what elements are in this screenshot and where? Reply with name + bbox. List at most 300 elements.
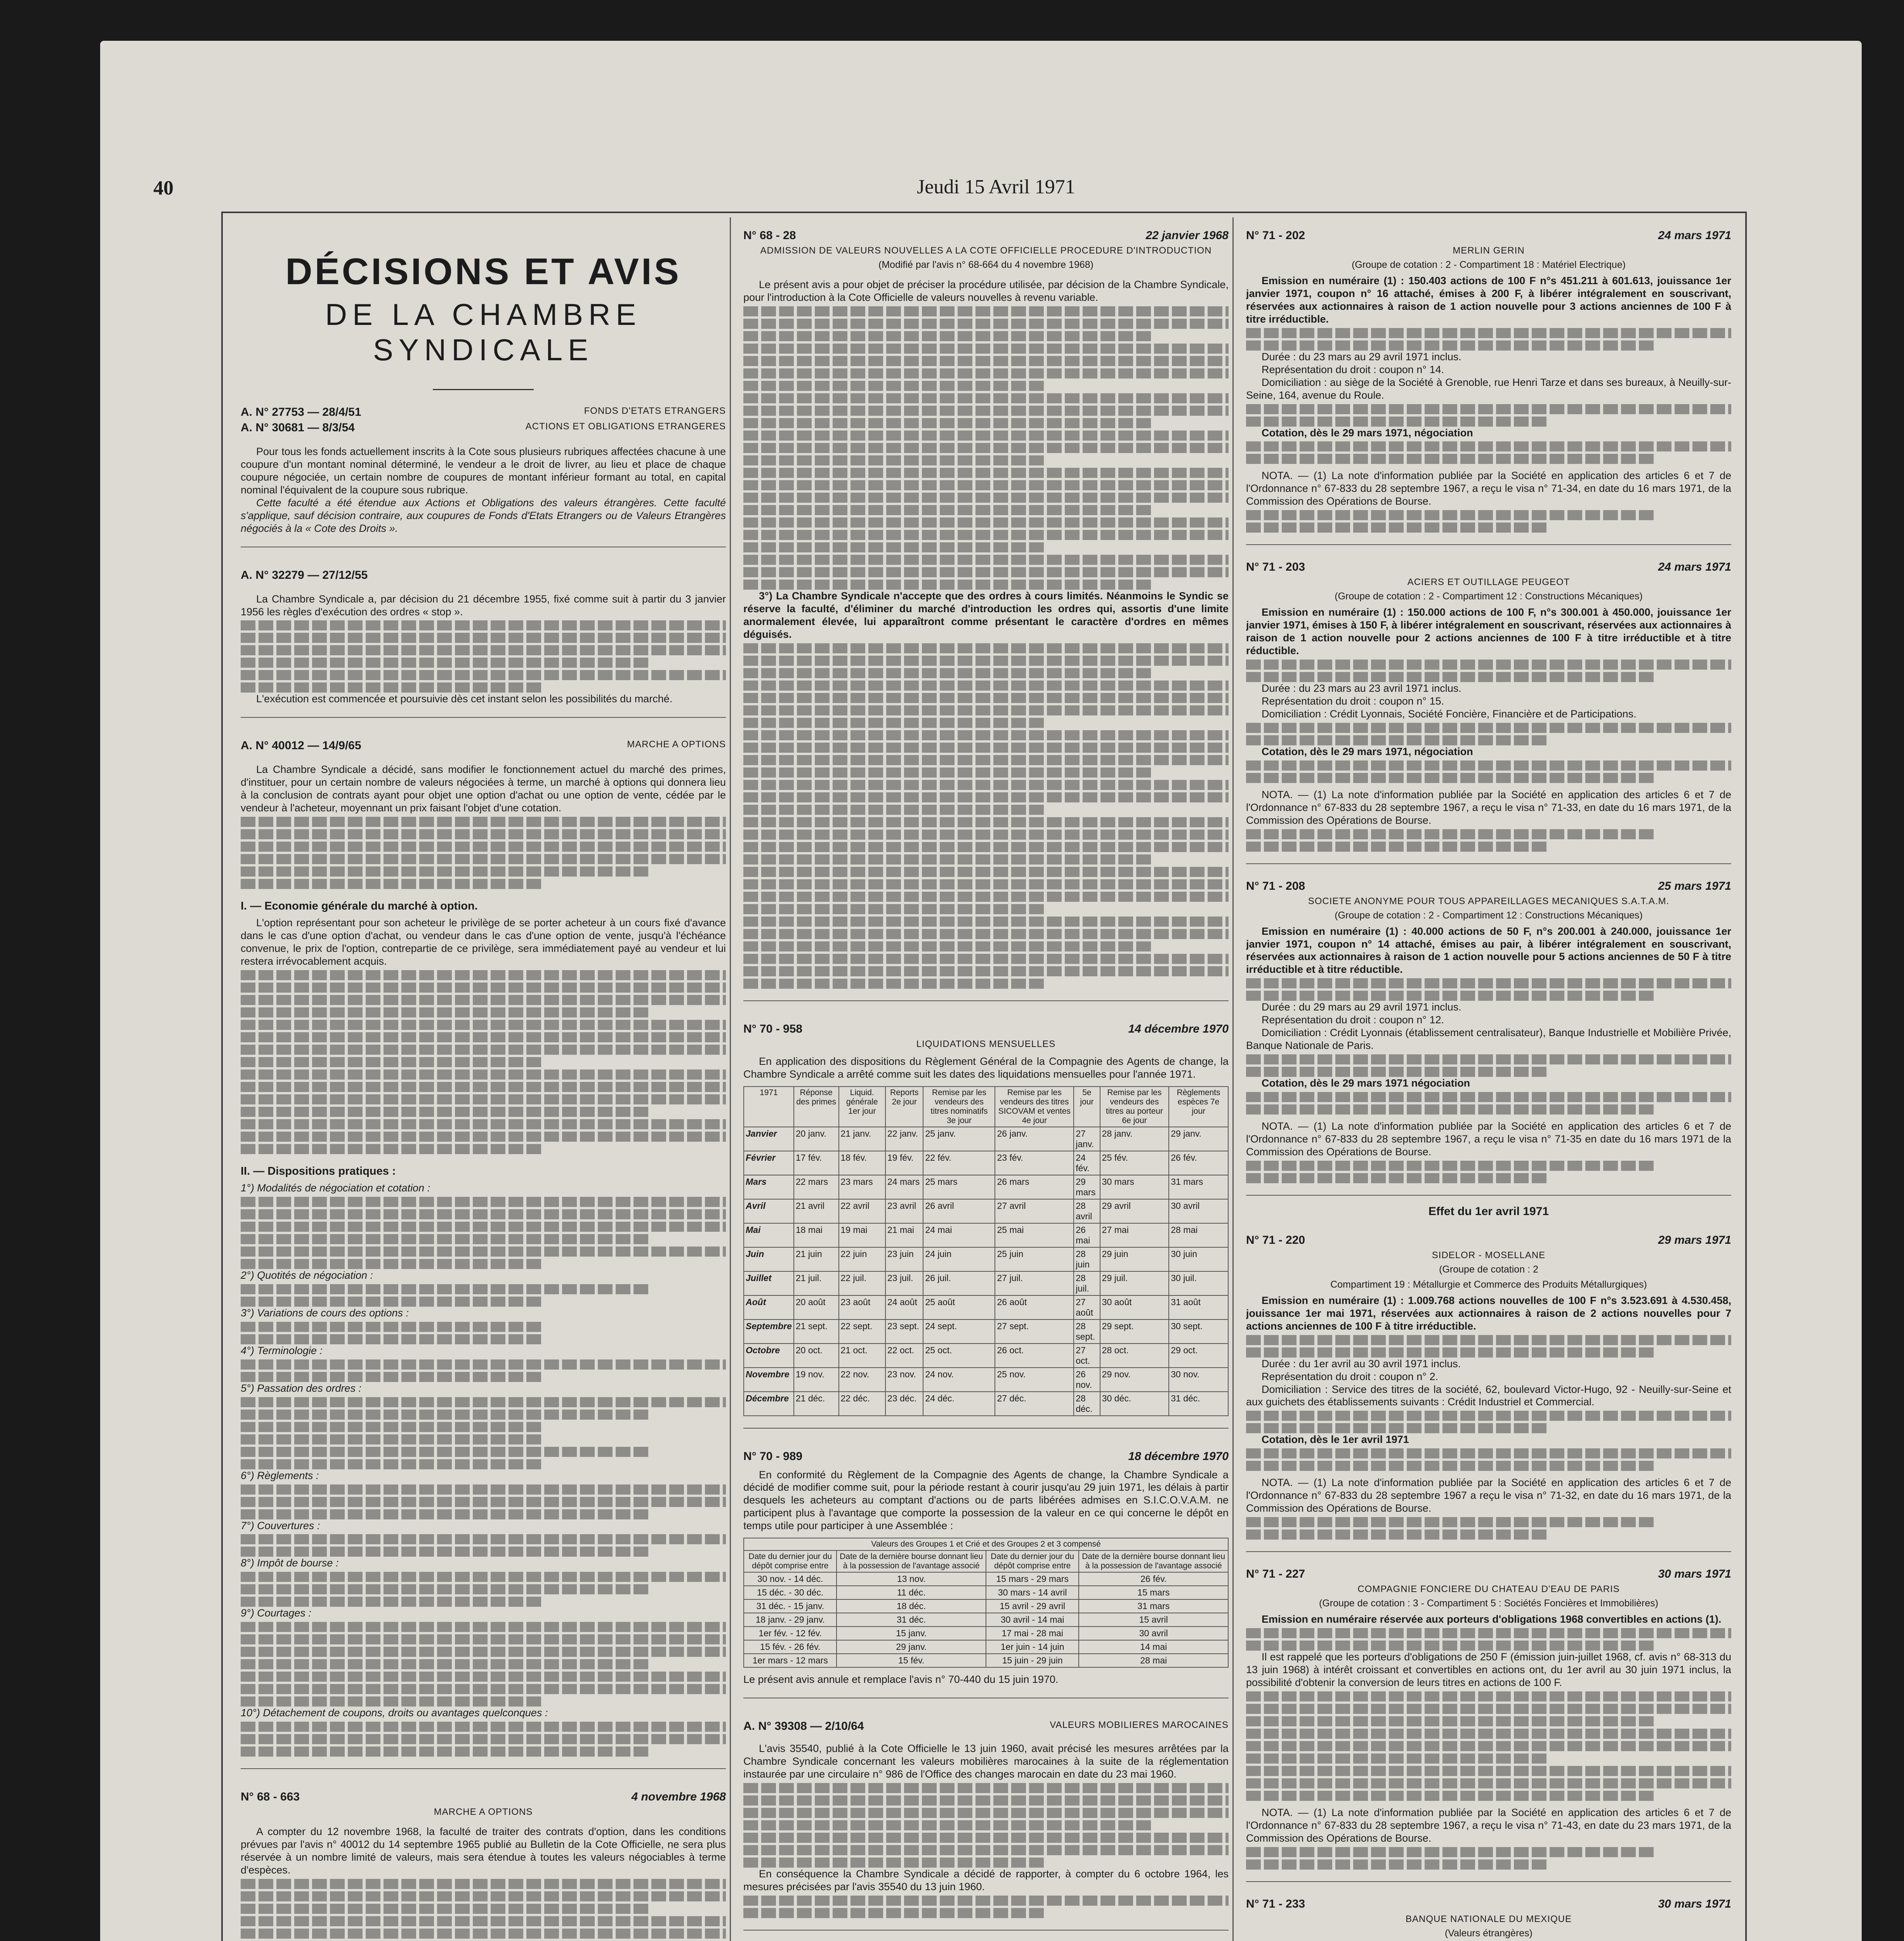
table-cell: 31 août [1169, 1295, 1228, 1319]
table-cell: 13 nov. [837, 1572, 986, 1586]
nota-text: NOTA. — (1) La note d'information publiée par la Société en application des articles 6 et 7 de l'Ordonnance n° 67-833 du 28 septembre 1967, a reçu le visa n° 71-34, en date du 16 mars 1971, de la Commission des Opérations de Bourse. [1246, 470, 1731, 507]
notice-header [743, 229, 1229, 242]
table-header: Date de la dernière bourse donnant lieu à la possession de l'avantage associé [1079, 1550, 1228, 1572]
notice-header [1246, 561, 1731, 574]
table-header: Date du dernier jour du dépôt comprise entre [744, 1550, 837, 1572]
notice-text: En application des dispositions du Règlement Général de la Compagnie des Agents de change, la Chambre Syndicale a arrêté comme suit les dates des liquidations mensuelles pour l'année 1971. [743, 1055, 1229, 1080]
table-cell: 24 fév. [1074, 1151, 1100, 1175]
table-cell: 27 mai [1100, 1223, 1169, 1247]
table-row [744, 1271, 1228, 1295]
table-cell: 23 nov. [885, 1368, 923, 1392]
notice-number: N° 70 - 989 [743, 1450, 803, 1463]
notice-header [1246, 1898, 1731, 1911]
divider [743, 1000, 1229, 1001]
table-cell: 22 juin [839, 1247, 886, 1271]
notice-header [241, 406, 726, 419]
notice-text: L'exécution est commencée et poursuivie dès cet instant selon les possibilités du marché. [256, 693, 673, 705]
table-cell: 30 avril [1169, 1199, 1228, 1223]
table-cell: 29 juil. [1100, 1271, 1169, 1295]
table-cell: 30 mars [1100, 1175, 1169, 1199]
cotation-text: Cotation, dès le 29 mars 1971 négociation [1262, 1077, 1470, 1089]
table-cell: 26 mai [1074, 1223, 1100, 1247]
notice-subject: VALEURS MOBILIERES MAROCAINES [1050, 1720, 1229, 1731]
divider [1246, 1551, 1731, 1552]
table-cell: 30 nov. - 14 déc. [744, 1572, 837, 1586]
notice [1246, 880, 1731, 1196]
notice-number: A. N° 27753 — 28/4/51 [241, 406, 361, 418]
table-cell: 24 déc. [923, 1392, 995, 1416]
table-row [744, 1613, 1228, 1627]
table-cell: 18 fév. [839, 1151, 886, 1175]
section-heading: II. — Dispositions pratiques : [241, 1165, 396, 1177]
notice-number: N° 68 - 28 [743, 229, 796, 242]
table-cell: 15 janv. [837, 1627, 986, 1640]
notice-subject: ACTIONS ET OBLIGATIONS ETRANGERES [525, 421, 726, 432]
table-cell: 25 août [923, 1295, 995, 1319]
liquidation-table [743, 1086, 1229, 1416]
divider [1246, 544, 1731, 545]
sec2-item: 8°) Impôt de bourse : [241, 1557, 339, 1569]
duration-text: Durée : du 23 mars au 23 avril 1971 inclus. [1262, 682, 1461, 694]
notice [1246, 1568, 1731, 1882]
representation-text: Représentation du droit : coupon n° 14. [1262, 363, 1444, 375]
table-cell: 26 fév. [1169, 1151, 1228, 1175]
sec2-item: 9°) Courtages : [241, 1607, 311, 1619]
column-1 [241, 221, 726, 1941]
table-cell: Avril [744, 1199, 794, 1223]
table-cell: 17 fév. [794, 1151, 839, 1175]
title-rule [433, 389, 534, 390]
table-cell: 27 sept. [995, 1319, 1074, 1344]
table-cell: 29 sept. [1100, 1319, 1169, 1344]
table-cell: 29 janv. [1169, 1127, 1228, 1151]
table-cell: 28 déc. [1074, 1392, 1100, 1416]
company-name: BANQUE NATIONALE DU MEXIQUE [1406, 1913, 1572, 1924]
table-cell: 23 sept. [885, 1319, 923, 1344]
table-cell: 26 nov. [1074, 1368, 1100, 1392]
table-row [744, 1199, 1228, 1223]
company-name: COMPAGNIE FONCIERE DU CHATEAU D'EAU DE PARIS [1357, 1584, 1620, 1595]
table-header: Remise par les vendeurs des titres au porteur 6e jour [1100, 1087, 1169, 1127]
notice [1246, 1898, 1731, 1941]
table-cell: 23 avril [885, 1199, 923, 1223]
notice-date: 24 mars 1971 [1658, 229, 1731, 242]
table-row [744, 1627, 1228, 1640]
notice-header [1246, 229, 1731, 242]
cotation-text: Cotation, dès le 29 mars 1971, négociation [1262, 427, 1473, 439]
notice-date: 25 mars 1971 [1658, 879, 1731, 892]
table-cell: 14 mai [1079, 1640, 1228, 1654]
table-cell: 19 mai [839, 1223, 886, 1247]
notice-header [1246, 1234, 1731, 1247]
table-cell: 23 déc. [885, 1392, 923, 1416]
table-cell: 21 janv. [839, 1127, 886, 1151]
column-rule [1232, 217, 1234, 1941]
table-cell: 28 sept. [1074, 1319, 1100, 1344]
notice-header [1246, 880, 1731, 893]
sec2-item: 5°) Passation des ordres : [241, 1382, 361, 1394]
table-row [744, 1319, 1228, 1344]
table-cell: 28 mai [1079, 1654, 1228, 1667]
table-cell: 22 sept. [839, 1319, 886, 1344]
table-header: Règlements espèces 7e jour [1169, 1087, 1228, 1127]
notice-text: Il est rappelé que les porteurs d'obligations de 250 F (émission juin-juillet 1968, cf. avis n° 68-313 du 13 juin 1968) à intérêt croissant et convertibles en actions ont, du 1er avril au 30 juin 1971 inclus, la possibilité d'obtenir la conversion de leurs titres en actions de 100 F. [1246, 1651, 1731, 1688]
company-name: ACIERS ET OUTILLAGE PEUGEOT [1407, 577, 1570, 588]
table-cell: 30 avril [1079, 1627, 1228, 1640]
representation-text: Représentation du droit : coupon n° 15. [1262, 695, 1444, 707]
notice-number: N° 71 - 208 [1246, 879, 1305, 892]
cotation-text: Cotation, dès le 29 mars 1971, négociation [1262, 745, 1473, 757]
table-cell: 20 août [794, 1295, 839, 1319]
notice-text: Le présent avis a pour objet de préciser la procédure utilisée, par décision de la Chambre Syndicale, pour l'introduction à la Cote Officielle de valeurs nouvelles à revenu variable. [743, 279, 1229, 303]
notice-header [743, 1720, 1229, 1733]
notice-number: A. N° 40012 — 14/9/65 [241, 739, 361, 752]
cotation-text: Cotation, dès le 1er avril 1971 [1262, 1434, 1409, 1446]
section-heading: I. — Economie générale du marché à option. [241, 900, 478, 913]
notice-text: En conséquence la Chambre Syndicale a décidé de rapporter, à compter du 6 octobre 1964, les mesures précisées par l'avis 35540 du 13 juin 1960. [743, 1868, 1229, 1892]
table-cell: 18 janv. - 29 janv. [744, 1613, 837, 1627]
nota-text: NOTA. — (1) La note d'information publiée par la Société en application des articles 6 et 7 de l'Ordonnance n° 67-833 du 28 septembre 1967 a reçu le visa n° 71-32, en date du 16 mars 1971, de la Commission des Opérations de Bourse. [1246, 1477, 1731, 1514]
notice-date: 30 mars 1971 [1658, 1568, 1731, 1581]
table-header: 5e jour [1074, 1087, 1100, 1127]
table-cell: 26 janv. [995, 1127, 1074, 1151]
table-cell: 25 oct. [923, 1344, 995, 1368]
table-cell: 27 avril [995, 1199, 1074, 1223]
sec2-item: 1°) Modalités de négociation et cotation : [241, 1182, 430, 1194]
domiciliation-text: Domiciliation : Crédit Lyonnais, Société Foncière, Financière et de Participations. [1262, 708, 1637, 720]
group-label: (Groupe de cotation : 2 - Compartiment 18 : Matériel Electrique) [1352, 259, 1626, 270]
notice-number: N° 71 - 220 [1246, 1233, 1305, 1247]
table-cell: 15 déc. - 30 déc. [744, 1586, 837, 1599]
section-text: L'option représentant pour son acheteur le privilège de se porter acheteur à un cours fixé d'avance dans le cas d'une option d'achat, ou vendeur dans le cas d'une option de vente, jusqu'à l'échéance convenue, le prix de l'option, contrepartie de ce privilège, sera immédiatement payé au vendeur et lui restera irrévocablement acquis. [241, 917, 726, 967]
table-header: Liquid. générale 1er jour [839, 1087, 886, 1127]
table-row [744, 1586, 1228, 1599]
table-cell: Juin [744, 1247, 794, 1271]
table-cell: Août [744, 1295, 794, 1319]
notice-subject: FONDS D'ETATS ETRANGERS [584, 406, 726, 416]
notice-number: A. N° 30681 — 8/3/54 [241, 421, 355, 434]
notice [1246, 1234, 1731, 1552]
table-cell: 28 juil. [1074, 1271, 1100, 1295]
table-cell: 28 janv. [1100, 1127, 1169, 1151]
table-cell: 25 nov. [995, 1368, 1074, 1392]
table-cell: 29 nov. [1100, 1368, 1169, 1392]
table-cell: 1er fév. - 12 fév. [744, 1627, 837, 1640]
notice-subject: MARCHE A OPTIONS [627, 739, 726, 750]
table-row [744, 1654, 1228, 1667]
notice-header [241, 739, 726, 752]
table-cell: 20 janv. [794, 1127, 839, 1151]
notice-text: L'avis 35540, publié à la Cote Officielle le 13 juin 1960, avait précisé les mesures arrêtées par la Chambre Syndicale concernant les valeurs mobilières marocaines à la suite de la réglementation instaurée par une circulaire n° 986 de l'Office des changes marocain en date du 23 mai 1960. [743, 1743, 1229, 1780]
notice-text: La Chambre Syndicale a décidé, sans modifier le fonctionnement actuel du marché des primes, d'instituer, pour un certain nombre de valeurs négociées à terme, un marché à options qui donnera lieu à la conclusion de contrats ayant pour objet une option d'achat ou une option de vente, cédée par le vendeur à l'acheteur, moyennant un prix faisant l'objet d'une cotation. [241, 764, 726, 814]
notice-number: A. N° 32279 — 27/12/55 [241, 568, 368, 582]
table-cell: 27 juil. [995, 1271, 1074, 1295]
table-cell: Février [744, 1151, 794, 1175]
representation-text: Représentation du droit : coupon n° 2. [1262, 1370, 1439, 1382]
divider [1246, 1881, 1731, 1882]
nota-text: NOTA. — (1) La note d'information publiée par la Société en application des articles 6 et 7 de l'Ordonnance n° 67-833 du 28 septembre 1967, a reçu le visa n° 71-43, en date du 23 mars 1971, de la Commission des Opérations de Bourse. [1246, 1806, 1731, 1844]
notice-date: 30 mars 1971 [1658, 1897, 1731, 1910]
group-label: Compartiment 19 : Métallurgie et Commerce des Produits Métallurgiques) [1330, 1279, 1647, 1290]
notice [1246, 561, 1731, 864]
notice-date: 14 décembre 1970 [1128, 1022, 1229, 1035]
table-title: Valeurs des Groupes 1 et Crié et des Groupes 2 et 3 compensé [744, 1538, 1228, 1550]
sec2-item: 7°) Couvertures : [241, 1519, 320, 1531]
table-cell: 23 mars [839, 1175, 886, 1199]
table-row [744, 1175, 1228, 1199]
table-cell: 24 juin [923, 1247, 995, 1271]
company-name: SOCIETE ANONYME POUR TOUS APPAREILLAGES MECANIQUES S.A.T.A.M. [1308, 896, 1670, 906]
table-cell: 23 juil. [885, 1271, 923, 1295]
table-cell: 30 juil. [1169, 1271, 1228, 1295]
table-cell: 27 déc. [995, 1392, 1074, 1416]
page-number: 40 [153, 177, 174, 199]
table-cell: Mai [744, 1223, 794, 1247]
table-row [744, 1640, 1228, 1654]
table-cell: 25 janv. [923, 1127, 995, 1151]
table-cell: 30 déc. [1100, 1392, 1169, 1416]
table-row [744, 1151, 1228, 1175]
table-row [744, 1368, 1228, 1392]
table-cell: 1er mars - 12 mars [744, 1654, 837, 1667]
table-header: Reports 2e jour [885, 1087, 923, 1127]
notice-text: Cette faculté a été étendue aux Actions et Obligations des valeurs étrangères. Cette faculté s'applique, sauf décision contraire, aux coupures de Fonds d'Etats Etrangers ou de Valeurs Etrangères négociés à la « Cote des Droits ». [241, 497, 726, 534]
table-cell: 15 fév. [837, 1654, 986, 1667]
sec2-item: 10°) Détachement de coupons, droits ou avantages quelconques : [241, 1707, 548, 1719]
table-cell: 23 fév. [995, 1151, 1074, 1175]
table-cell: 21 avril [794, 1199, 839, 1223]
domiciliation-text: Domiciliation : Service des titres de la société, 62, boulevard Victor-Hugo, 92 - Neuilly-sur-Seine et aux guichets des établissements suivants : Crédit Industriel et Commercial. [1246, 1383, 1731, 1408]
table-cell: 15 avril [1079, 1613, 1228, 1627]
table-cell: 17 mai - 28 mai [986, 1627, 1079, 1640]
notice-header [241, 569, 726, 582]
notice-subject: MARCHE A OPTIONS [434, 1807, 533, 1818]
table-cell: 1er juin - 14 juin [986, 1640, 1079, 1654]
table-cell: 30 août [1100, 1295, 1169, 1319]
table-cell: 25 fév. [1100, 1151, 1169, 1175]
notice-emphasis: 3°) La Chambre Syndicale n'accepte que des ordres à cours limités. Néanmoins le Syndic se réserve la faculté, d'éliminer du marché d'introduction les ordres qui, assortis d'une limite anormalement élevée, lui apparaîtront comme présentant le caractère d'ordres en mêmes déguisés. [743, 590, 1229, 640]
table-header: Remise par les vendeurs des titres SICOVAM et ventes 4e jour [995, 1087, 1074, 1127]
table-cell: 30 mars - 14 avril [986, 1586, 1079, 1599]
column-rule [730, 217, 731, 1941]
group-label: (Groupe de cotation : 2 [1439, 1264, 1538, 1275]
notice-date: 18 décembre 1970 [1128, 1450, 1229, 1463]
sec2-item: 3°) Variations de cours des options : [241, 1307, 409, 1319]
table-cell: 21 oct. [839, 1344, 886, 1368]
divider [241, 717, 726, 718]
table-cell: 22 nov. [839, 1368, 886, 1392]
page-title: DÉCISIONS ET AVIS [285, 251, 681, 292]
table-cell: 25 juin [995, 1247, 1074, 1271]
notice-date: 22 janvier 1968 [1146, 229, 1229, 242]
notice-number: N° 71 - 202 [1246, 229, 1305, 242]
table-cell: Juillet [744, 1271, 794, 1295]
table-cell: 18 déc. [837, 1599, 986, 1613]
emission-text: Emission en numéraire réservée aux porteurs d'obligations 1968 convertibles en actions (1). [1262, 1613, 1722, 1625]
notice-header [241, 1790, 726, 1804]
table-cell: 25 mars [923, 1175, 995, 1199]
table-row [744, 1344, 1228, 1368]
table-cell: 29 mars [1074, 1175, 1100, 1199]
company-name: SIDELOR - MOSELLANE [1432, 1250, 1546, 1260]
nota-text: NOTA. — (1) La note d'information publiée par la Société en application des articles 6 et 7 de l'Ordonnance n° 67-833 du 28 septembre 1967, a reçu le visa n° 71-35 en date du 16 mars 1971 de la Commission des Opérations de Bourse. [1246, 1120, 1731, 1158]
table-row [744, 1127, 1228, 1151]
table-row [744, 1392, 1228, 1416]
table-cell: 23 août [839, 1295, 886, 1319]
table-cell: 22 janv. [885, 1127, 923, 1151]
duration-text: Durée : du 29 mars au 29 avril 1971 inclus. [1262, 1001, 1461, 1013]
table-cell: 22 avril [839, 1199, 886, 1223]
table-cell: 15 mars [1079, 1586, 1228, 1599]
group-label: (Valeurs étrangères) [1444, 1927, 1533, 1939]
table-cell: 21 juil. [794, 1271, 839, 1295]
table-cell: 21 mai [885, 1223, 923, 1247]
notice-text: La Chambre Syndicale a, par décision du 21 décembre 1955, fixé comme suit à partir du 3 janvier 1956 les règles d'exécution des ordres « stop ». [241, 593, 726, 618]
table-cell: 20 oct. [794, 1344, 839, 1368]
table-cell: 26 août [995, 1295, 1074, 1319]
table-cell: 22 fév. [923, 1151, 995, 1175]
table-row [744, 1247, 1228, 1271]
table-cell: 22 oct. [885, 1344, 923, 1368]
notice-text: A compter du 12 novembre 1968, la faculté de traiter des contrats d'option, dans les conditions prévues par l'avis n° 40012 du 14 septembre 1965 publié au Bulletin de la Cote Officielle, ne sera plus réservée à un nombre limité de valeurs, mais sera étendue à toutes les valeurs négociables à terme d'espèces. [241, 1826, 726, 1876]
representation-text: Représentation du droit : coupon n° 12. [1262, 1014, 1444, 1026]
table-cell: Novembre [744, 1368, 794, 1392]
notice-footer: Le présent avis annule et remplace l'avis n° 70-440 du 15 juin 1970. [743, 1674, 1059, 1686]
table-cell: Octobre [744, 1344, 794, 1368]
page-date: Jeudi 15 Avril 1971 [917, 176, 1075, 198]
notice-number: N° 71 - 233 [1246, 1897, 1305, 1910]
table-cell: 30 juin [1169, 1247, 1228, 1271]
emission-text: Emission en numéraire (1) : 150.000 actions de 100 F, n°s 300.001 à 450.000, jouissance 1er janvier 1971, émises à 150 F, à libérer intégralement en souscrivant, réservées aux actionnaires à raison de 1 action nouvelle pour 2 actions anciennes de 100 F à titre irréductible et à titre réductible. [1246, 606, 1731, 657]
table-row [744, 1599, 1228, 1613]
table-cell: 30 avril - 14 mai [986, 1613, 1079, 1627]
table-cell: 24 mars [885, 1175, 923, 1199]
table-cell: 30 nov. [1169, 1368, 1228, 1392]
notice-text: Pour tous les fonds actuellement inscrits à la Cote sous plusieurs rubriques affectées chacune à une coupure d'un montant nominal déterminé, le vendeur a le droit de livrer, au lieu et place de chaque coupure négociée, un certain nombre de coupures de montant inférieur formant au total, en capital nominal l'équivalent de la coupure sous rubrique. [241, 446, 726, 496]
table-cell: 26 oct. [995, 1344, 1074, 1368]
table-row [744, 1572, 1228, 1586]
notice-number: A. N° 39308 — 2/10/64 [743, 1720, 864, 1733]
table-cell: 27 janv. [1074, 1127, 1100, 1151]
notice-header [1246, 1568, 1731, 1581]
duration-text: Durée : du 23 mars au 29 avril 1971 inclus. [1262, 351, 1461, 363]
emission-text: Emission en numéraire (1) : 40.000 actions de 50 F, n°s 200.001 à 240.000, jouissance 1er janvier 1971, coupon n° 14 attaché, émises au pair, à libérer intégralement en souscrivant, réservées aux actionnaires à raison de 1 action nouvelle pour 5 actions anciennes de 50 F à titre irréductible et à titre réductible. [1246, 925, 1731, 976]
table-cell: 26 avril [923, 1199, 995, 1223]
table-header: Date de la dernière bourse donnant lieu à la possession de l'avantage associé [837, 1550, 986, 1572]
divider [743, 1930, 1229, 1931]
sec2-item: 4°) Terminologie : [241, 1344, 323, 1356]
table-cell: 29 juin [1100, 1247, 1169, 1271]
table-cell: 15 juin - 29 juin [986, 1654, 1079, 1667]
sec2-item: 2°) Quotités de négociation : [241, 1269, 373, 1281]
deposit-table [743, 1538, 1229, 1668]
table-cell: 22 déc. [839, 1392, 886, 1416]
table-cell: 22 juil. [839, 1271, 886, 1295]
table-cell: Janvier [744, 1127, 794, 1151]
table-cell: 28 mai [1169, 1223, 1228, 1247]
table-cell: 19 fév. [885, 1151, 923, 1175]
notice-subject: LIQUIDATIONS MENSUELLES [916, 1038, 1056, 1049]
table-cell: 31 mars [1079, 1599, 1228, 1613]
notice-header [743, 1023, 1229, 1036]
group-label: (Groupe de cotation : 2 - Compartiment 12 : Constructions Mécaniques) [1335, 591, 1643, 602]
table-cell: 27 oct. [1074, 1344, 1100, 1368]
table-cell: 22 mars [794, 1175, 839, 1199]
duration-text: Durée : du 1er avril au 30 avril 1971 inclus. [1262, 1358, 1461, 1370]
notice-number: N° 70 - 958 [743, 1022, 803, 1035]
notice-date: 4 novembre 1968 [631, 1790, 726, 1804]
table-cell: 21 déc. [794, 1392, 839, 1416]
table-row [744, 1223, 1228, 1247]
notice-date: 24 mars 1971 [1658, 561, 1731, 574]
notice-text: En conformité du Règlement de la Compagnie des Agents de change, la Chambre Syndicale a décidé de modifier comme suit, pour la période restant à courir jusqu'au 29 juin 1971, les délais à partir desquels les acheteurs au comptant d'actions ou de parts libérées admises en S.I.C.O.V.A.M. ne participent plus à l'avantage que comporte la possession de la valeur en ce qui concerne le dépôt en temps utile pour participer à une Assemblée : [743, 1469, 1229, 1532]
table-cell: Décembre [744, 1392, 794, 1416]
table-cell: 24 nov. [923, 1368, 995, 1392]
table-cell: 26 fév. [1079, 1572, 1228, 1586]
table-cell: 24 mai [923, 1223, 995, 1247]
table-cell: 15 mars - 29 mars [986, 1572, 1079, 1586]
group-label: (Groupe de cotation : 2 - Compartiment 12 : Constructions Mécaniques) [1335, 910, 1643, 921]
table-cell: 26 mars [995, 1175, 1074, 1199]
table-cell: 31 déc. [837, 1613, 986, 1627]
table-cell: Septembre [744, 1319, 794, 1344]
emission-text: Emission en numéraire (1) : 1.009.768 actions nouvelles de 100 F n°s 3.523.691 à 4.530.458, jouissance 1er mai 1971, réservées aux actionnaires à raison de 2 actions nouvelles pour 7 actions anciennes de 100 F à titre irréductible. [1246, 1294, 1731, 1332]
notice-date: 29 mars 1971 [1658, 1233, 1731, 1247]
table-cell: 31 déc. - 15 janv. [744, 1599, 837, 1613]
table-cell: 26 juil. [923, 1271, 995, 1295]
table-header: Réponse des primes [794, 1087, 839, 1127]
table-cell: 24 août [885, 1295, 923, 1319]
table-cell: 29 janv. [837, 1640, 986, 1654]
domiciliation-text: Domiciliation : Crédit Lyonnais (établissement centralisateur), Banque Industrielle et Mobilière Privée, Banque Nationale de Paris. [1246, 1027, 1731, 1052]
divider [1246, 863, 1731, 864]
table-cell: 15 avril - 29 avril [986, 1599, 1079, 1613]
domiciliation-text: Domiciliation : au siège de la Société à Grenoble, rue Henri Tarze et dans ses bureaux, à Neuilly-sur-Seine, 164, avenue du Roule. [1246, 376, 1731, 401]
divider [241, 1768, 726, 1769]
emission-text: Emission en numéraire (1) : 150.403 actions de 100 F n°s 451.211 à 601.613, jouissance 1er janvier 1971, coupon n° 16 attaché, émises à 200 F, à libérer intégralement en souscrivant, réservées aux actionnaires à raison de 1 action nouvelle pour 3 actions anciennes de 100 F à titre irréductible. [1246, 275, 1731, 325]
table-cell: 31 mars [1169, 1175, 1228, 1199]
notice-number: N° 71 - 203 [1246, 561, 1305, 574]
table-cell: 28 avril [1074, 1199, 1100, 1223]
table-cell: 29 avril [1100, 1199, 1169, 1223]
table-header: Remise par les vendeurs des titres nominatifs 3e jour [923, 1087, 995, 1127]
notice-number: N° 68 - 663 [241, 1790, 300, 1804]
notice-header [241, 421, 726, 434]
table-cell: 15 fév. - 26 fév. [744, 1640, 837, 1654]
notice-subtitle: (Modifié par l'avis n° 68-664 du 4 novembre 1968) [878, 259, 1093, 270]
notice-number: N° 71 - 227 [1246, 1568, 1305, 1581]
notice-subject: ADMISSION DE VALEURS NOUVELLES A LA COTE OFFICIELLE PROCEDURE D'INTRODUCTION [760, 245, 1212, 256]
table-cell: 23 juin [885, 1247, 923, 1271]
table-cell: 19 nov. [794, 1368, 839, 1392]
column-2 [743, 221, 1229, 1941]
table-cell: 21 juin [794, 1247, 839, 1271]
table-cell: 30 sept. [1169, 1319, 1228, 1344]
nota-text: NOTA. — (1) La note d'information publiée par la Société en application des articles 6 et 7 de l'Ordonnance n° 67-833 du 28 septembre 1967, a reçu le visa n° 71-33, en date du 16 mars 1971, de la Commission des Opérations de Bourse. [1246, 788, 1731, 826]
table-cell: 28 oct. [1100, 1344, 1169, 1368]
sec2-item: 6°) Règlements : [241, 1469, 319, 1481]
table-cell: 11 déc. [837, 1586, 986, 1599]
divider [1246, 1195, 1731, 1196]
effective-date-heading: Effet du 1er avril 1971 [1428, 1205, 1549, 1218]
table-cell: 24 sept. [923, 1319, 995, 1344]
table-cell: 31 déc. [1169, 1392, 1228, 1416]
page-subtitle: DE LA CHAMBRE SYNDICALE [325, 297, 642, 367]
table-cell: 28 juin [1074, 1247, 1100, 1271]
table-cell: Mars [744, 1175, 794, 1199]
table-row [744, 1295, 1228, 1319]
divider [743, 1428, 1229, 1429]
